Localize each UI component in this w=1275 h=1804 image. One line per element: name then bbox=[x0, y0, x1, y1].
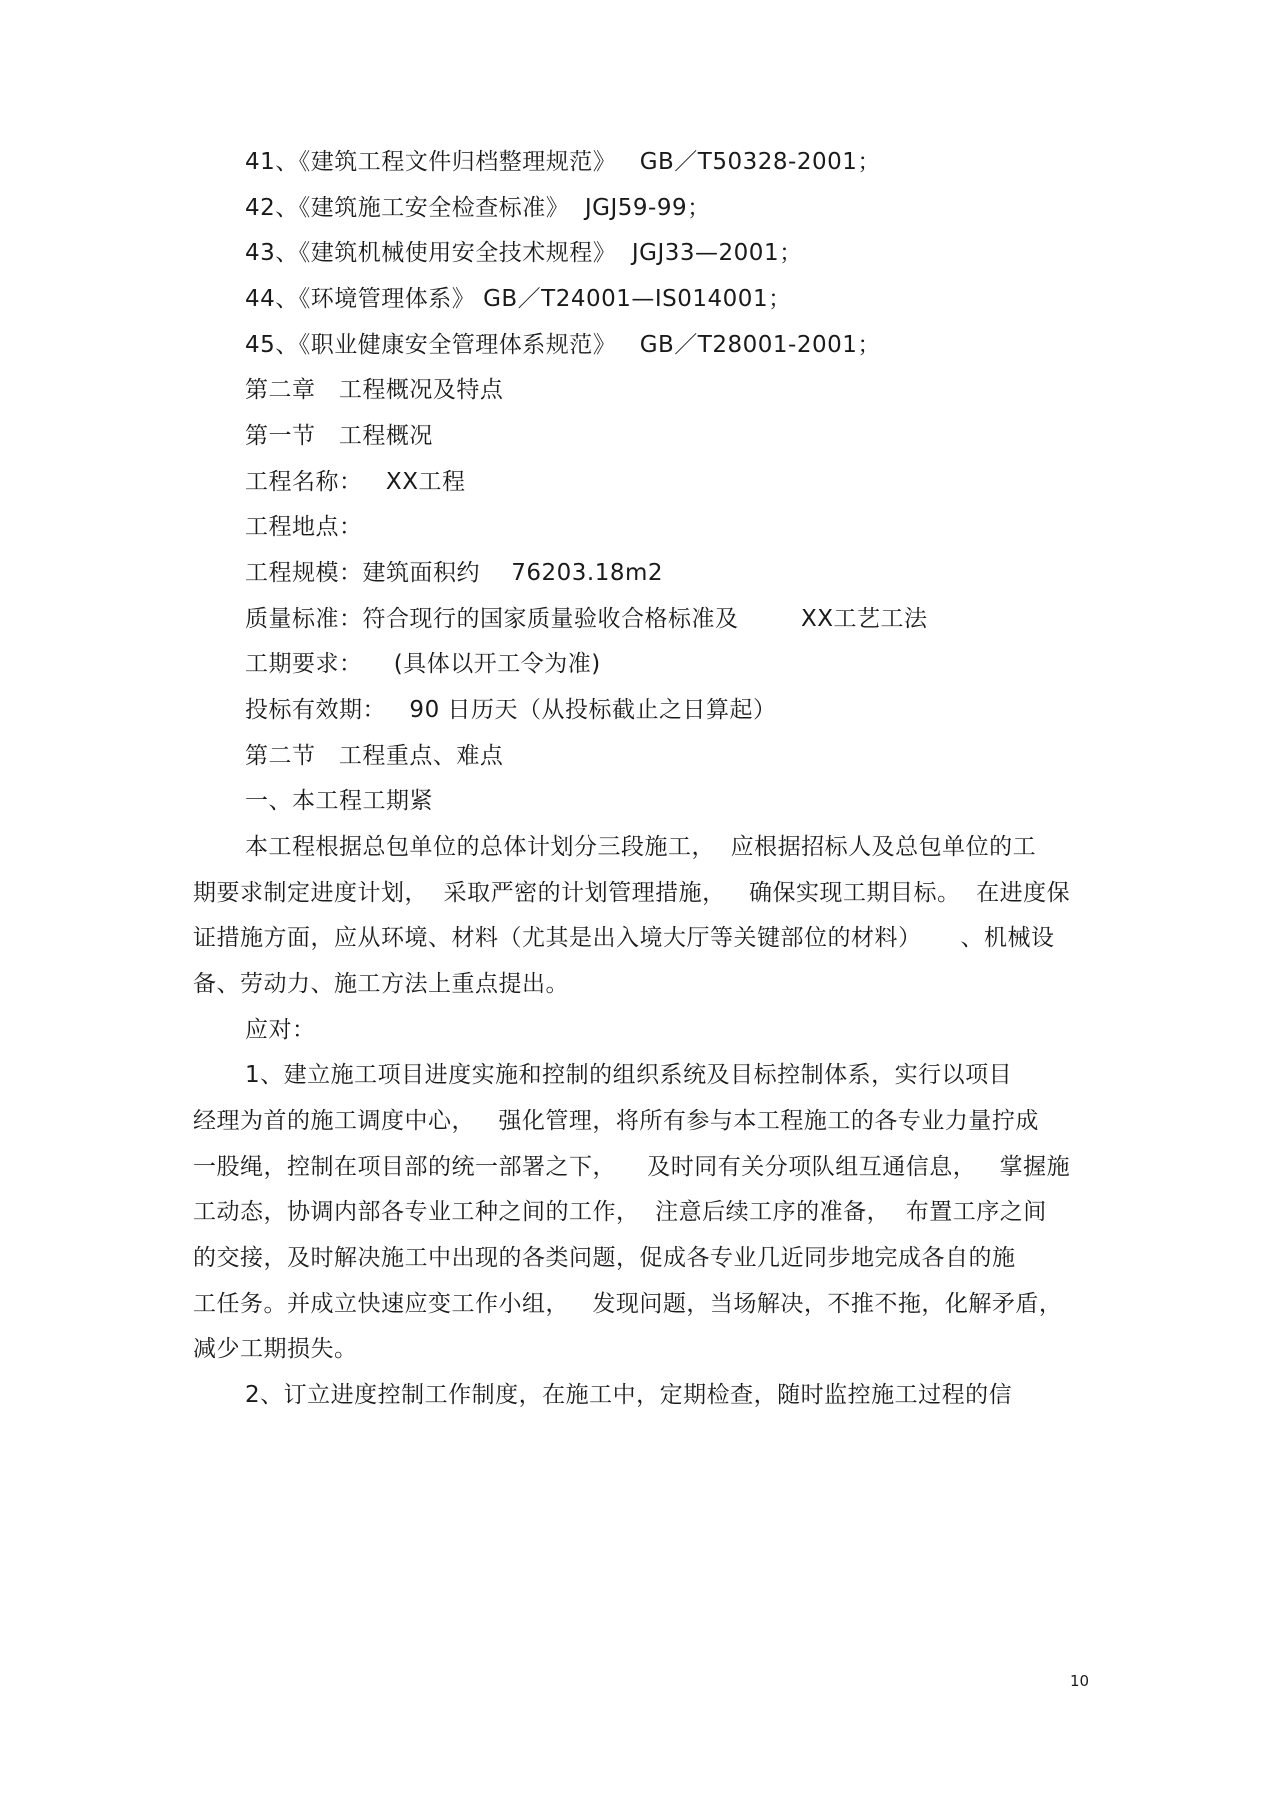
info-line: 工程地点： bbox=[245, 514, 363, 540]
section-title: 第二节 工程重点、难点 bbox=[245, 743, 504, 769]
info-line: 工程规模：建筑面积约 76203.18m2 bbox=[245, 560, 664, 586]
page-number: 10 bbox=[1070, 1672, 1090, 1690]
paragraph-line: 一股绳，控制在项目部的统一部署之下， 及时同有关分项队组互通信息， 掌握施 bbox=[193, 1154, 1071, 1180]
paragraph-line: 经理为首的施工调度中心， 强化管理，将所有参与本工程施工的各专业力量拧成 bbox=[193, 1108, 1039, 1134]
paragraph-line: 工动态，协调内部各专业工种之间的工作， 注意后续工序的准备， 布置工序之间 bbox=[193, 1199, 1047, 1225]
info-line: 质量标准：符合现行的国家质量验收合格标准及 XX工艺工法 bbox=[245, 606, 928, 632]
section-title: 第一节 工程概况 bbox=[245, 423, 433, 449]
response-label: 应对： bbox=[245, 1017, 316, 1043]
paragraph-line: 1、建立施工项目进度实施和控制的组织系统及目标控制体系，实行以项目 bbox=[245, 1062, 1013, 1088]
reference-item: 43、《建筑机械使用安全技术规程》 JGJ33—2001； bbox=[245, 240, 803, 266]
paragraph-line: 本工程根据总包单位的总体计划分三段施工， 应根据招标人及总包单位的工 bbox=[245, 834, 1037, 860]
paragraph-line: 期要求制定进度计划， 采取严密的计划管理措施， 确保实现工期目标。 在进度保 bbox=[193, 880, 1071, 906]
paragraph-line: 备、劳动力、施工方法上重点提出。 bbox=[193, 971, 569, 997]
reference-item: 41、《建筑工程文件归档整理规范》 GB／T50328-2001； bbox=[245, 149, 881, 175]
paragraph-line: 减少工期损失。 bbox=[193, 1336, 358, 1362]
point-title: 一、本工程工期紧 bbox=[245, 788, 433, 814]
chapter-title: 第二章 工程概况及特点 bbox=[245, 377, 504, 403]
reference-item: 42、《建筑施工安全检查标准》 JGJ59-99； bbox=[245, 195, 711, 221]
info-line: 投标有效期： 90 日历天（从投标截止之日算起） bbox=[245, 697, 777, 723]
paragraph-line: 证措施方面，应从环境、材料（尤其是出入境大厅等关键部位的材料） 、机械设 bbox=[193, 925, 1055, 951]
paragraph-line: 的交接，及时解决施工中出现的各类问题，促成各专业几近同步地完成各自的施 bbox=[193, 1245, 1016, 1271]
reference-item: 45、《职业健康安全管理体系规范》 GB／T28001-2001； bbox=[245, 332, 881, 358]
paragraph-line: 工任务。并成立快速应变工作小组， 发现问题，当场解决，不推不拖，化解矛盾， bbox=[193, 1291, 1063, 1317]
info-line: 工期要求： (具体以开工令为准) bbox=[245, 651, 601, 677]
paragraph-line: 2、订立进度控制工作制度，在施工中，定期检查，随时监控施工过程的信 bbox=[245, 1382, 1013, 1408]
info-line: 工程名称： XX工程 bbox=[245, 469, 466, 495]
reference-item: 44、《环境管理体系》 GB／T24001—IS014001； bbox=[245, 286, 792, 312]
